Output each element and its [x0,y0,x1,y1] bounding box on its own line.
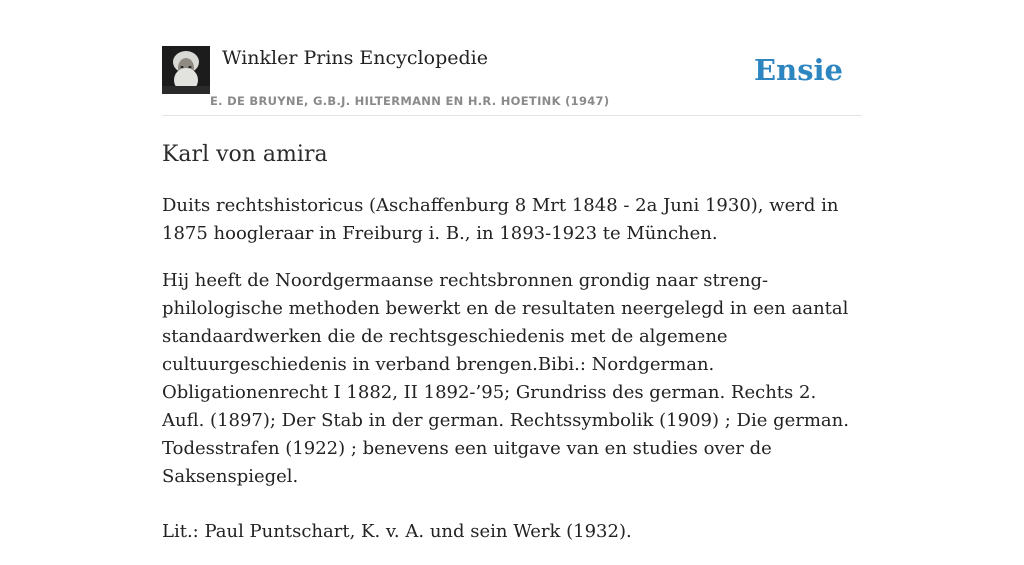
article-paragraph: Duits rechtshistoricus (Aschaffenburg 8 Mrt 1848 - 2a Juni 1930), werd in 1875 hoogleraar in Freiburg i. B., in 1893-1923 te München. [162,195,839,244]
article-body [162,192,862,565]
portrait-photo-icon [162,46,210,94]
article-title: Karl von amira [162,142,328,167]
ensie-logo-link[interactable]: Ensie [754,53,843,87]
article-paragraph: Hij heeft de Noordgermaanse rechtsbronnen grondig naar streng-philologische methoden bewerkt en de resultaten neergelegd in een aantal standaardwerken die de rechtsgeschiedenis met de algemene cultuurgeschiedenis in verband brengen.Bibi.: Nordgerman. Obligationenrecht I 1882, II 1892-’95; Grundriss des german. Rechts 2. Aufl. (1897); Der Stab in der german. Rechtssymbolik (1909) ; Die german. Todesstrafen (1922) ; benevens een uitgave van en studies over de Saksenspiegel. [162,270,849,487]
publication-header [162,46,862,116]
publication-authors: E. DE BRUYNE, G.B.J. HILTERMANN EN H.R. HOETINK (1947) [210,94,610,108]
author-avatar [162,46,210,94]
literature-reference: Lit.: Paul Puntschart, K. v. A. und sein Werk (1932). [162,521,632,542]
publication-title[interactable]: Winkler Prins Encyclopedie [222,47,488,69]
